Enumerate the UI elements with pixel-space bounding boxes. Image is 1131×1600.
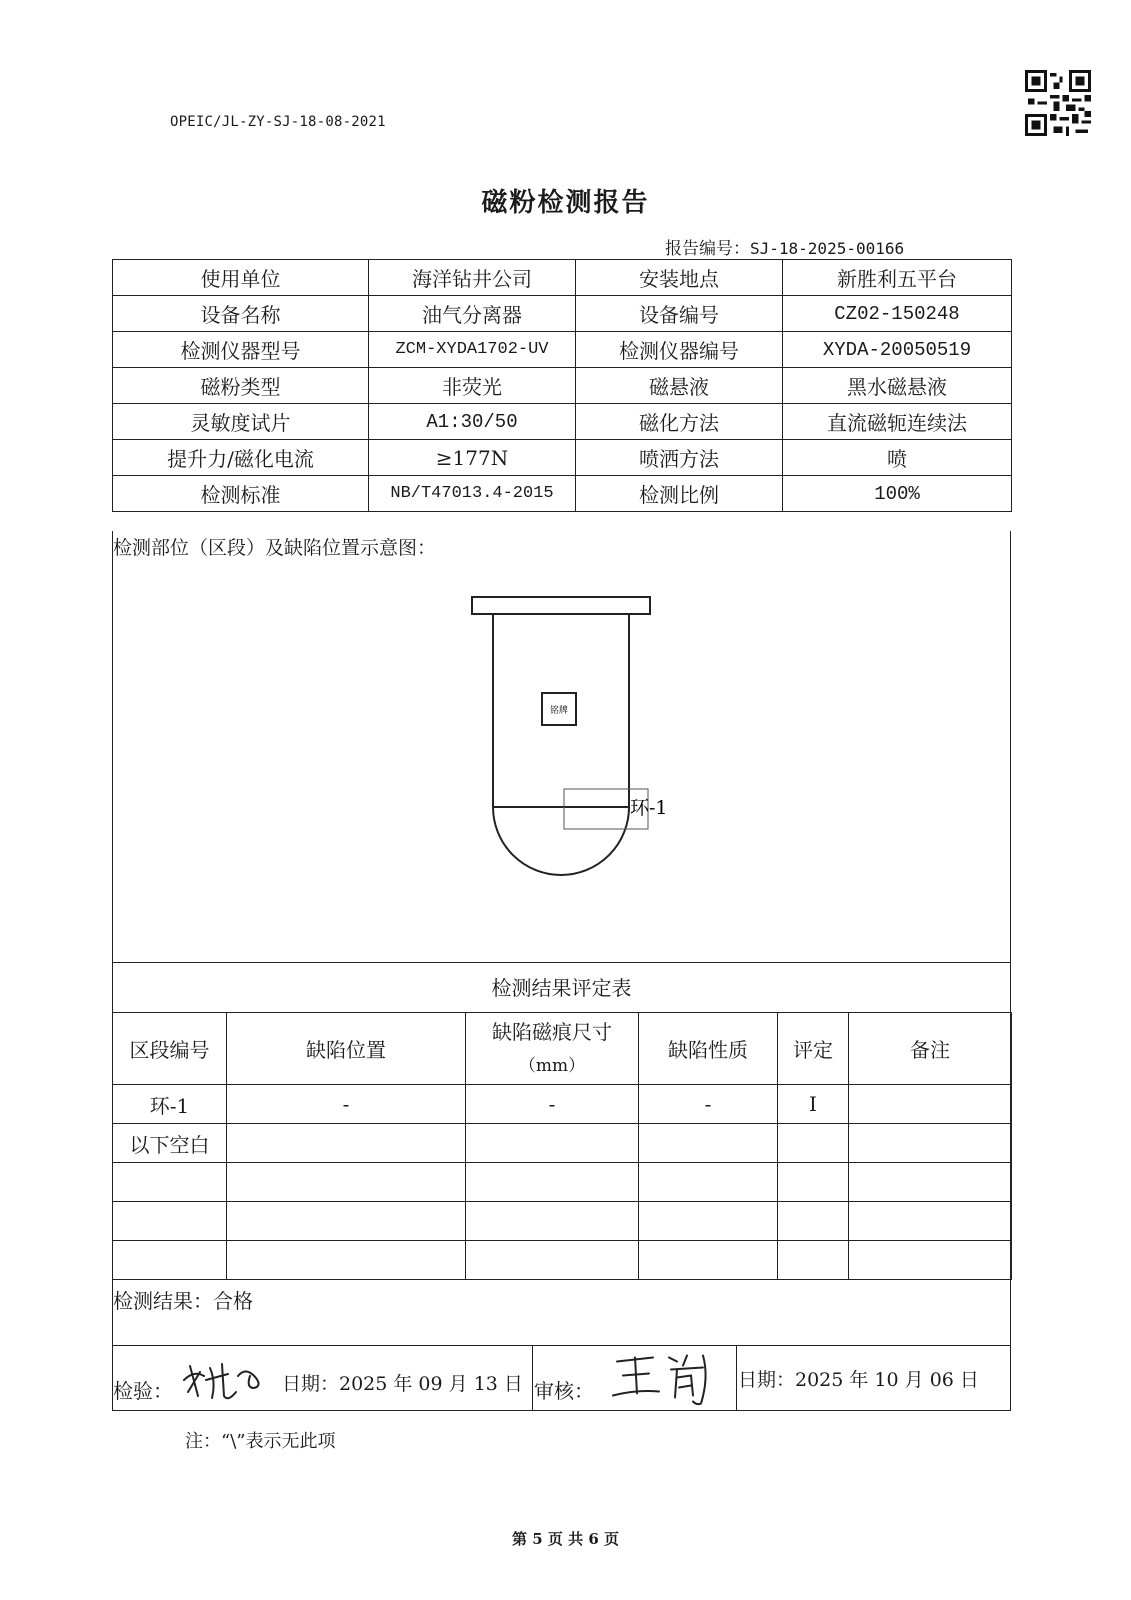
results-header-row	[113, 1013, 1012, 1085]
empty-cell	[466, 1124, 639, 1163]
report-number	[665, 234, 904, 259]
report-number-label: 报告编号：	[665, 239, 750, 259]
equipment-info-table	[112, 259, 1012, 512]
col-header-defect-position: 缺陷位置	[227, 1013, 466, 1085]
remarks	[849, 1085, 1012, 1124]
vessel-body	[493, 614, 629, 875]
info-value: 喷	[783, 440, 1012, 476]
empty-cell	[227, 1163, 466, 1202]
results-table	[112, 1012, 1012, 1280]
info-label: 安装地点	[576, 260, 783, 296]
empty-cell	[849, 1163, 1012, 1202]
empty-cell	[639, 1124, 778, 1163]
rating: I	[778, 1085, 849, 1124]
info-label: 设备名称	[113, 296, 369, 332]
empty-cell	[639, 1241, 778, 1280]
info-label: 灵敏度试片	[113, 404, 369, 440]
empty-cell	[466, 1241, 639, 1280]
inspection-conclusion: 检测结果：合格	[113, 1289, 253, 1313]
info-value: CZ02-150248	[783, 296, 1012, 332]
info-value: 黑水磁悬液	[783, 368, 1012, 404]
diagram-caption: 检测部位（区段）及缺陷位置示意图：	[113, 537, 437, 559]
info-row	[113, 260, 1012, 296]
info-label: 检测标准	[113, 476, 369, 512]
empty-cell	[778, 1163, 849, 1202]
empty-cell	[778, 1202, 849, 1241]
empty-cell	[639, 1163, 778, 1202]
defect-size-title: 缺陷磁痕尺寸	[492, 1020, 612, 1045]
col-header-defect-nature: 缺陷性质	[639, 1013, 778, 1085]
empty-cell	[778, 1241, 849, 1280]
reviewer-date: 日期：2025 年 10 月 06 日	[738, 1369, 979, 1391]
empty-cell	[113, 1202, 227, 1241]
col-header-section-no: 区段编号	[113, 1013, 227, 1085]
col-header-remarks: 备注	[849, 1013, 1012, 1085]
report-title: 磁粉检测报告	[481, 188, 650, 218]
empty-cell	[113, 1163, 227, 1202]
empty-cell	[639, 1202, 778, 1241]
col-header-rating: 评定	[778, 1013, 849, 1085]
col-header-defect-size	[466, 1013, 639, 1085]
info-label: 喷洒方法	[576, 440, 783, 476]
info-row	[113, 404, 1012, 440]
divider	[532, 1345, 533, 1410]
info-label: 磁化方法	[576, 404, 783, 440]
info-value: XYDA-20050519	[783, 332, 1012, 368]
page-number: 第 5 页 共 6 页	[512, 1530, 619, 1548]
info-value: 海洋钻井公司	[369, 260, 576, 296]
info-row	[113, 440, 1012, 476]
nameplate-text: 铭牌	[549, 706, 569, 716]
info-value: A1:30/50	[369, 404, 576, 440]
table-row	[113, 1163, 1012, 1202]
empty-cell	[466, 1202, 639, 1241]
reviewer-label: 审核：	[534, 1379, 594, 1403]
ring-1-label: 环-1	[630, 797, 668, 819]
defect-position: -	[227, 1085, 466, 1124]
info-row	[113, 296, 1012, 332]
table-row	[113, 1124, 1012, 1163]
empty-cell	[849, 1241, 1012, 1280]
info-label: 使用单位	[113, 260, 369, 296]
defect-size-unit: （mm）	[518, 1056, 586, 1077]
empty-cell	[778, 1124, 849, 1163]
qr-code-icon	[1025, 70, 1091, 136]
separator-vessel-diagram	[470, 595, 710, 885]
info-value: 非荧光	[369, 368, 576, 404]
empty-cell	[466, 1163, 639, 1202]
divider	[736, 1345, 737, 1410]
info-label: 检测比例	[576, 476, 783, 512]
section-no: 以下空白	[113, 1124, 227, 1163]
info-label: 检测仪器编号	[576, 332, 783, 368]
info-row	[113, 368, 1012, 404]
defect-size: -	[466, 1085, 639, 1124]
defect-nature: -	[639, 1085, 778, 1124]
empty-cell	[227, 1124, 466, 1163]
info-value: 100%	[783, 476, 1012, 512]
info-value: NB/T47013.4-2015	[369, 476, 576, 512]
empty-cell	[227, 1241, 466, 1280]
results-table-title: 检测结果评定表	[112, 962, 1011, 1013]
empty-cell	[227, 1202, 466, 1241]
empty-cell	[849, 1202, 1012, 1241]
empty-cell	[849, 1124, 1012, 1163]
info-label: 检测仪器型号	[113, 332, 369, 368]
report-number-value: SJ-18-2025-00166	[750, 239, 905, 258]
info-label: 磁粉类型	[113, 368, 369, 404]
info-row	[113, 332, 1012, 368]
info-row	[113, 476, 1012, 512]
info-value: 油气分离器	[369, 296, 576, 332]
info-value: 直流磁轭连续法	[783, 404, 1012, 440]
info-value: ≥177N	[369, 440, 576, 476]
inspector-label: 检验：	[113, 1379, 173, 1403]
footnote: 注：“\”表示无此项	[185, 1431, 336, 1452]
inspector-date: 日期：2025 年 09 月 13 日	[282, 1373, 523, 1395]
reviewer-signature-icon	[607, 1345, 727, 1410]
table-row	[113, 1241, 1012, 1280]
info-value: 新胜利五平台	[783, 260, 1012, 296]
inspector-signature-icon	[176, 1347, 286, 1412]
table-row	[113, 1202, 1012, 1241]
info-value: ZCM-XYDA1702-UV	[369, 332, 576, 368]
form-code: OPEIC/JL-ZY-SJ-18-08-2021	[170, 114, 386, 130]
vessel-flange	[472, 597, 650, 614]
signoff-row	[112, 1345, 1011, 1410]
info-label: 提升力/磁化电流	[113, 440, 369, 476]
info-label: 设备编号	[576, 296, 783, 332]
info-label: 磁悬液	[576, 368, 783, 404]
section-no: 环-1	[113, 1085, 227, 1124]
empty-cell	[113, 1241, 227, 1280]
table-row	[113, 1085, 1012, 1124]
